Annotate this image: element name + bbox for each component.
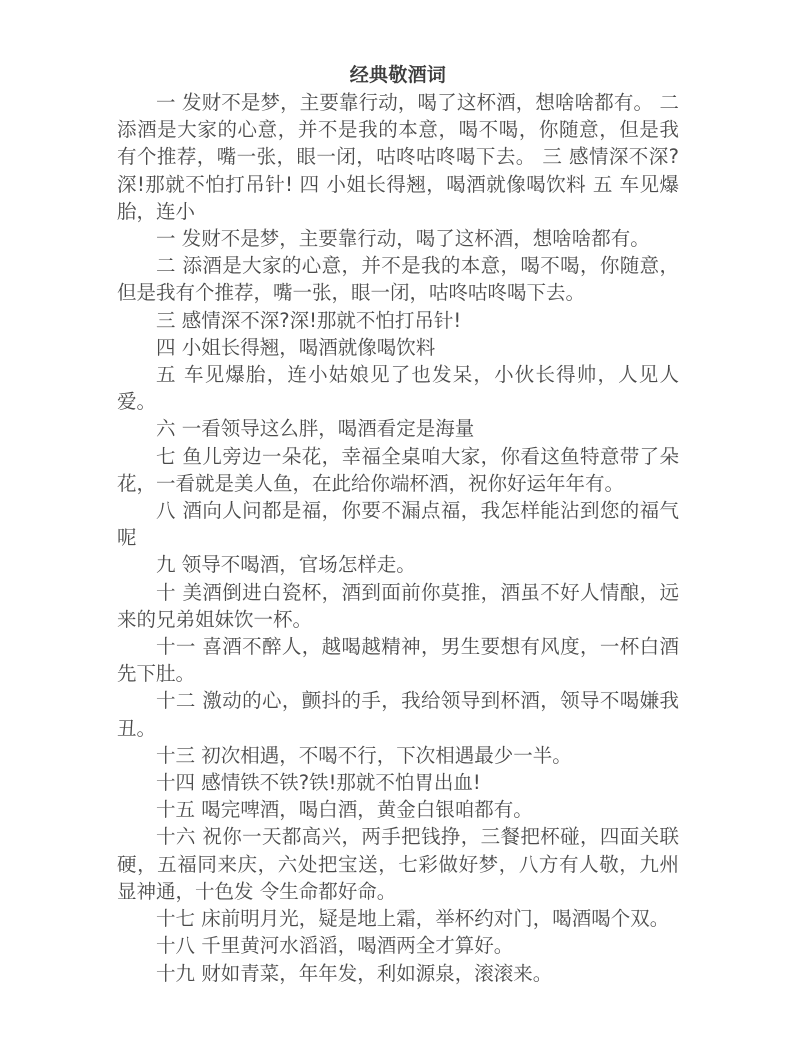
toast-item [117,960,679,987]
toast-item-text: 床前明月光，疑是地上霜，举杯约对门，喝酒喝个双。 [201,907,670,931]
toast-item-text: 发财不是梦，主要靠行动，喝了这杯酒，想啥啥都有。 [181,227,650,251]
toast-item-text: 小姐长得翘，喝酒就像喝饮料 [181,335,436,359]
toast-item-text: 感情铁不铁?铁!那就不怕胃出血! [201,771,481,795]
toast-item [117,796,679,823]
toast-item-text: 喝完啤酒，喝白酒，黄金白银咱都有。 [201,798,533,822]
toast-item-number: 十三 [156,743,196,767]
toast-item-text: 祝你一天都高兴，两手把钱挣，三餐把杯碰，四面关联硬，五福同来庆，六处把宝送，七彩做好梦，八方有人敬，九州显神通，十色发 令生命都好命。 [117,825,679,903]
toast-item-number: 十 [156,580,176,604]
toast-item-text: 感情深不深?深!那就不怕打吊针! [181,308,462,332]
toast-item [117,769,679,796]
toast-item-number: 十七 [156,907,196,931]
toast-list [117,225,679,987]
toast-item-number: 十五 [156,798,196,822]
toast-item [117,905,679,932]
toast-item-number: 十二 [156,689,196,713]
toast-item [117,932,679,959]
toast-item-number: 十一 [156,635,196,659]
toast-item-number: 十九 [156,961,196,985]
toast-item [117,334,679,361]
document-summary-paragraph: 一 发财不是梦，主要靠行动，喝了这杯酒，想啥啥都有。 二 添酒是大家的心意，并不是我的本意，喝不喝，你随意，但是我有个推荐，嘴一张，眼一闭，咕咚咕咚喝下去。 三 感情深不深?深!那就不怕打吊针! 四 小姐长得翘，喝酒就像喝饮料 五 车见爆胎，连小 [117,91,679,223]
toast-item-text: 酒向人问都是福，你要不漏点福，我怎样能沾到您的福气呢 [117,499,679,550]
toast-item-number: 十六 [156,825,196,849]
toast-item [117,742,679,769]
toast-item [117,361,679,415]
toast-item-number: 四 [156,335,176,359]
toast-item [117,633,679,687]
toast-item-text: 美酒倒进白瓷杯，酒到面前你莫推，酒虽不好人情酿，远来的兄弟姐妹饮一杯。 [117,580,679,631]
toast-item [117,307,679,334]
toast-item-text: 一看领导这么胖，喝酒看定是海量 [181,417,475,441]
toast-item-number: 一 [156,227,176,251]
toast-item [117,225,679,252]
toast-item-text: 车见爆胎，连小姑娘见了也发呆，小伙长得帅，人见人爱。 [117,363,679,414]
toast-item [117,551,679,578]
toast-item-number: 九 [156,553,176,577]
document-body [117,62,679,987]
toast-item-text: 初次相遇，不喝不行，下次相遇最少一半。 [201,743,572,767]
toast-item [117,823,679,905]
toast-item-text: 领导不喝酒，官场怎样走。 [181,553,416,577]
toast-item-number: 八 [156,499,176,523]
toast-item-text: 喜酒不醉人，越喝越精神，男生要想有风度，一杯白酒先下肚。 [117,635,679,686]
toast-item-text: 鱼儿旁边一朵花，幸福全桌咱大家，你看这鱼特意带了朵花，一看就是美人鱼，在此给你端杯酒，祝你好运年年有。 [117,444,679,495]
toast-item [117,687,679,741]
toast-item-number: 六 [156,417,176,441]
page-title: 经典敬酒词 [349,64,447,86]
toast-item-number: 十八 [156,934,196,958]
toast-item-number: 二 [156,254,176,278]
toast-item [117,415,679,442]
toast-item-number: 十四 [156,771,196,795]
toast-item-number: 五 [156,363,177,387]
toast-item-number: 三 [156,308,176,332]
toast-item-number: 七 [156,444,176,468]
toast-item [117,579,679,633]
toast-item-text: 财如青菜，年年发，利如源泉，滚滚来。 [201,961,553,985]
toast-item [117,443,679,497]
toast-item-text: 千里黄河水滔滔，喝酒两全才算好。 [201,934,514,958]
toast-item [117,252,679,306]
toast-item-text: 激动的心，颤抖的手，我给领导到杯酒，领导不喝嫌我丑。 [117,689,679,740]
toast-item-text: 添酒是大家的心意，并不是我的本意，喝不喝，你随意，但是我有个推荐，嘴一张，眼一闭，咕咚咕咚喝下去。 [117,254,679,305]
toast-item [117,497,679,551]
